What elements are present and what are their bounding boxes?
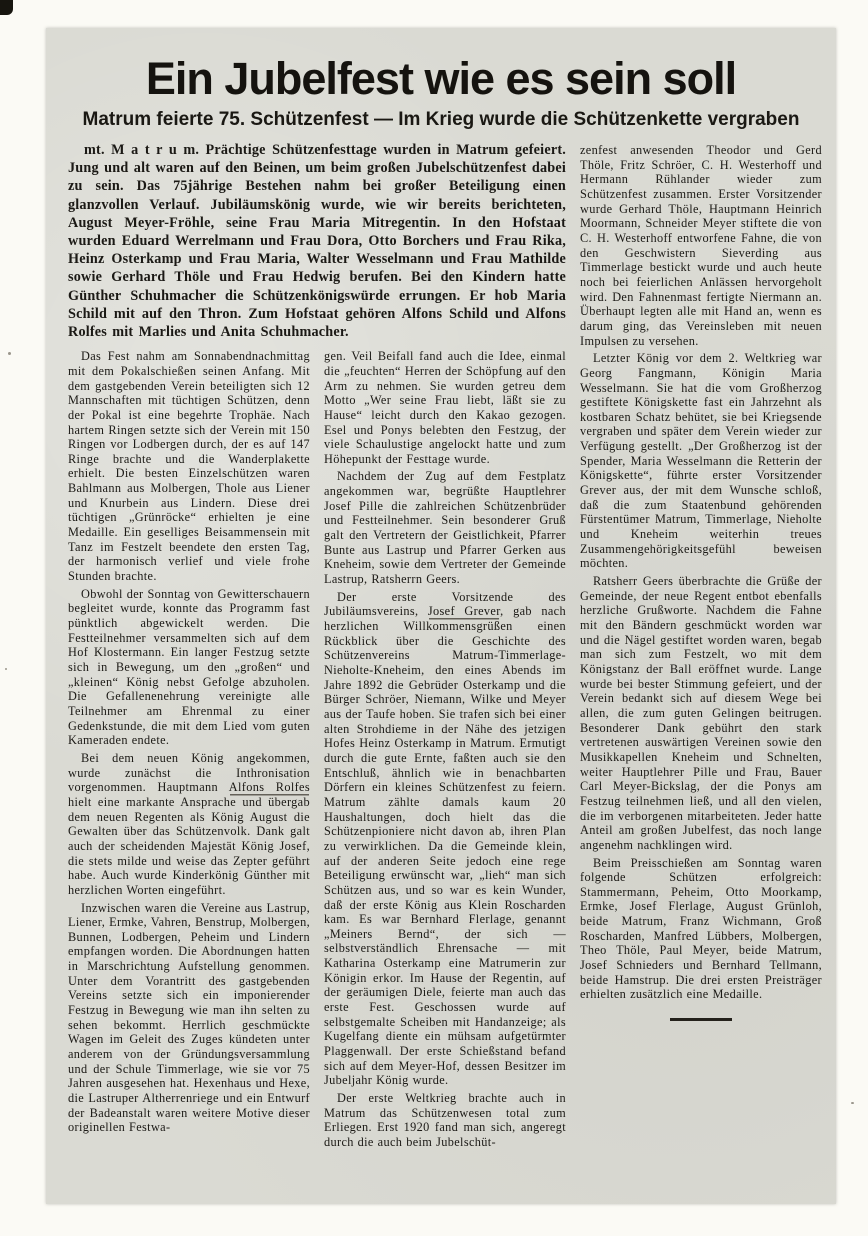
text-run: Bei dem neuen König angekommen, wurde zunächst die Inthronisation vorgenommen. Hauptmann: [68, 750, 310, 795]
paragraph: [324, 349, 566, 466]
subheadline: Matrum feierte 75. Schützenfest — Im Krieg wurde die Schützenkette vergraben: [82, 109, 800, 130]
column-1: [68, 349, 310, 1149]
article-body: [68, 141, 822, 1150]
text-run: Ratsherr Geers überbrachte die Grüße der Gemeinde, der neue Regent entbot ebenfalls herzliche Grußworte. Nachdem die Fahne mit den Bändern geschmückt worden war und die Nägel gestiftet worden waren, begab man sich zum Festzelt, wo mit dem Königstanz der Ball eröffnet wurde. Lange wurde bei bester Stimmung gefeiert, und der Verein bedankt sich auf diesem Wege bei allen, die zum guten Gelingen beitrugen. Besonderer Dank gebührt den stark vertretenen auswärtigen Vereinen sowie den Musikkapellen Kneheim und Schnelten, weiter Hauptlehrer Pille und Frau, Bauer Carl Meyer-Bickslag, der die Ponys am Festzug teilnehmen ließ, und all den vielen, die im verborgenen mitarbeiteten. Jeder hatte Anteil am großen Jubelfest, das noch lange angenehm nachklingen wird.: [580, 574, 822, 852]
text-run: Der erste Vorsitzende des Jubiläumsvereins,: [324, 589, 566, 619]
paragraph: [580, 574, 822, 852]
text-run: mt. M a t r u m. Prächtige Schützenfesttage wurden in Matrum gefeiert. Jung und alt waren auf den Beinen, um beim großen Jubelschützenfest dabei zu sein. Das 75jährige Bestehen nahm bei großer Beteiligung einen glanzvollen Verlauf. Jubiläumskönig wurde, wie wir bereits berichteten, August Meyer-Fröhle, seine Frau Maria Mitregentin. In den Hofstaat wurden Eduard Werrelmann und Frau Dora, Otto Borchers und Frau Rika, Heinz Osterkamp und Frau Maria, Walter Wesselmann und Frau Mathilde sowie Gerhard Thöle und Frau Hedwig berufen. Bei den Kindern hatte Günther Schuhmacher die Schützenkönigswürde errungen. Er hob Maria Schild mit auf den Thron. Zum Hofstaat gehören Alfons Schild und Alfons Rolfes mit Marlies und Anita Schuhmacher.: [68, 142, 566, 341]
paragraph: [68, 349, 310, 584]
paragraph: [580, 143, 822, 348]
text-run: hielt eine markante Ansprache und übergab dem neuen Regenten als König August die Gewalten über das Schützenvolk. Dank galt auch der scheidenden Majestät König Josef, die stets milde und weise das Zepter geführt habe. Auch wurde Kinderkönig Günther mit herzlichen Worten eingeführt.: [68, 794, 310, 897]
text-run: gen. Veil Beifall fand auch die Idee, einmal die „feuchten“ Herren der Schöpfung auf den Arm zu nehmen. Sie wurden getreu dem Motto „Wer seine Frau liebt, läßt sie zu Hause“ leicht durch den Kakao gezogen. Esel und Ponys belebten den Festzug, der viele Schaulustige angelockt hatte und zum Höhepunkt der Festtage wurde.: [324, 349, 566, 466]
paragraph: [68, 751, 310, 898]
intro-paragraph: [68, 141, 566, 341]
text-run: Beim Preisschießen am Sonntag waren folgende Schützen erfolgreich: Stammermann, Peheim, Otto Moorkamp, Ermke, Josef Flerlage, August Grünloh, beide Matrum, Franz Wichmann, Groß Roscharden, Manfred Lübbers, Molbergen, Theo Thöle, Paul Meyer, beide Matrum, Josef Schnieders und Bernhard Tellmann, beide Hamstrup. Die drei ersten Preisträger erhielten zusätzlich eine Medaille.: [580, 855, 822, 1002]
pencil-underlined-name: Alfons Rolfes: [228, 780, 310, 795]
paragraph: [580, 351, 822, 571]
scan-speck: [5, 668, 7, 670]
paragraph: [324, 590, 566, 1088]
text-run: Nachdem der Zug auf dem Festplatz angekommen war, begrüßte Hauptlehrer Josef Pille die zahlreichen Schützenbrüder und Festteilnehmer. Sein besonderer Gruß galt den Vertretern der Geistlichkeit, Pfarrer Bunte aus Lastrup und Pfarrer Gerken aus Kneheim, sowie dem Vertreter der Gemeinde Lastrup, Ratsherrn Geers.: [324, 469, 566, 587]
text-run: , gab nach herzlichen Willkommensgrüßen einen Rückblick über die Geschichte des Schützenvereins Matrum-Timmerlage-Nieholte-Kneheim, den eines Abends im Jahre 1892 die Gebrüder Osterkamp und die Bürger Schröer, Niemann, Wilke und Meyer aus der Taufe hoben. Sie trafen sich bei einer alten Strohdieme in der Nähe des jetzigen Hofes Heinz Osterkamp in Matrum. Ermutigt durch die gute Ernte, faßten auch sie den Entschluß, ähnlich wie in benachbarten Dörfern ein kleines Schützenfest zu feiern. Matrum zählte damals kaum 20 Haushaltungen, doch hielt das die Schützenpioniere nicht davon ab, ihren Plan zu verwirklichen. Da die Gemeinde klein, auf der anderen Seite jedoch eine rege Beteiligung erwünscht war, „lieh“ man sich Schützen aus, und so war es kein Wunder, daß der erste König aus Klein Roscharden kam. Es war Bernhard Flerlage, genannt „Meiners Bernd“, der sich — selbstverständlich Ehrensache — mit Katharina Osterkamp eine Matrumerin zur Königin erkor. Im Hause der Regentin, auf der geräumigen Diele, feierte man auch das erste Fest. Geschossen wurde auf selbstgemalte Scheiben mit Handanzeige; als Kugelfang diente ein mühsam aufgetürmter Plaggenwall. Der erste Schießstand befand sich auf dem Meyer-Hof, dessen Besitzer im Jubeljahr König wurde.: [324, 604, 566, 1088]
paragraph: [580, 856, 822, 1003]
text-run: Letzter König vor dem 2. Weltkrieg war Georg Fangmann, Königin Maria Wesselmann. Sie hat die vom Großherzog gestiftete Königskette fast ein Jahrzehnt als kostbaren Schatz behütet, sie bei Kriegsende vergraben und später dem Verein wieder zur Verfügung gestellt. „Der Großherzog ist der Spender, Maria Wesselmann die Retterin der Königskette“, führte erster Vorsitzender Grever aus, der mit dem Wunsche schloß, daß die zum Staatenbund gehörenden Fürstentümer Matrum, Timmerlage, Nieholte und Kneheim weiterhin treues Zusammengehörigkeitsgefühl beweisen möchten.: [580, 351, 822, 571]
two-column-area: [68, 349, 566, 1149]
text-run: zenfest anwesenden Theodor und Gerd Thöle, Fritz Schröer, C. H. Westerhoff und Hermann Rühlander wieder zum Schützenfest zusammen. Erster Vorsitzender wurde Gerhard Thöle, Hauptmann Heinrich Moormann, Schneider Meyer stiftete die von C. H. Westerhoff entworfene Fahne, die von den Geschwistern Sieverding aus Timmerlage bestickt wurde und auch heute noch bei feierlichen Anlässen hervorgeholt wird. Den Fahnenmast fertigte Niermann an. Überhaupt legten alle mit Hand an, wenn es darum ging, das Vereinsleben mit neuen Impulsen zu versehen.: [580, 143, 822, 348]
headline: Ein Jubelfest wie es sein soll: [145, 53, 737, 104]
paragraph: [68, 901, 310, 1136]
scan-speck: [851, 1102, 854, 1104]
newspaper-clipping: [46, 28, 836, 1204]
article-left-block: [68, 141, 566, 1150]
text-run: Inzwischen waren die Vereine aus Lastrup, Liener, Ermke, Vahren, Benstrup, Molbergen, Bunnen, Lodbergen, Peheim und Lindern empfangen worden. Die Abordnungen hatten in Marschrichtung Aufstellung genommen. Unter dem Vorantritt des gastgebenden Vereins setzte sich ein imponierender Festzug in Bewegung wie man ihn selten zu sehen bekommt. Herrlich geschmückte Wagen im Geleit des Zuges kündeten unter anderem von der Gründungsversammlung und der Schule Timmerlage, wie sie vor 75 Jahren ausgesehen hat. Hexenhaus und Hexe, die Lastruper Altherrenriege und ein Entwurf der Badeanstalt waren weitere Motive dieser originellen Festwa-: [68, 900, 310, 1135]
paragraph: [68, 141, 566, 341]
pencil-underlined-name: Josef Grever: [427, 604, 501, 619]
text-run: Obwohl der Sonntag von Gewitterschauern begleitet wurde, konnte das Programm fast pünktlich abgewickelt werden. Die Festteilnehmer versammelten sich auf dem Hof Klostermann. Ein langer Festzug setzte sich in Bewegung, um den „großen“ und „kleinen“ König nebst Gefolge abzuholen. Die Gefallenenehrung vereinigte alle Teilnehmer am Ehrenmal zu einer Gedenkstunde, die mit dem Lied vom guten Kameraden endete.: [68, 586, 310, 748]
column-2: [324, 349, 566, 1149]
end-rule: [670, 1018, 732, 1021]
paragraph: [324, 469, 566, 586]
text-run: Der erste Weltkrieg brachte auch in Matrum das Schützenwesen total zum Erliegen. Erst 1920 fand man sich, angeregt durch die auch beim Jubelschüt-: [324, 1091, 566, 1150]
scan-speck: [8, 352, 11, 355]
paragraph: [324, 1091, 566, 1150]
paragraph: [68, 587, 310, 748]
column-3: [580, 141, 822, 1150]
text-run: Das Fest nahm am Sonnabendnachmittag mit dem Pokalschießen seinen Anfang. Mit dem gastgebenden Verein beteiligten sich 12 Mannschaften mit tüchtigen Schützen, denn der Pokal ist eine begehrte Trophäe. Nach hartem Ringen setzte sich der Verein mit 150 Ringen vor Lodbergen durch, der es auf 147 Ringe brachte und die Wanderplakette erhielt. Die besten Einzelschützen waren Bahlmann aus Molbergen, Thole aus Liener und Knurbein aus Lindern. Diese drei tüchtigen „Grünröcke“ erhielten je eine Medaille. Ein geselliges Beisammensein mit Tanz im Festzelt beendete den ersten Tag, der harmonisch verlief und viele frohe Stunden brachte.: [68, 349, 310, 584]
scan-corner-mark: [0, 0, 13, 15]
